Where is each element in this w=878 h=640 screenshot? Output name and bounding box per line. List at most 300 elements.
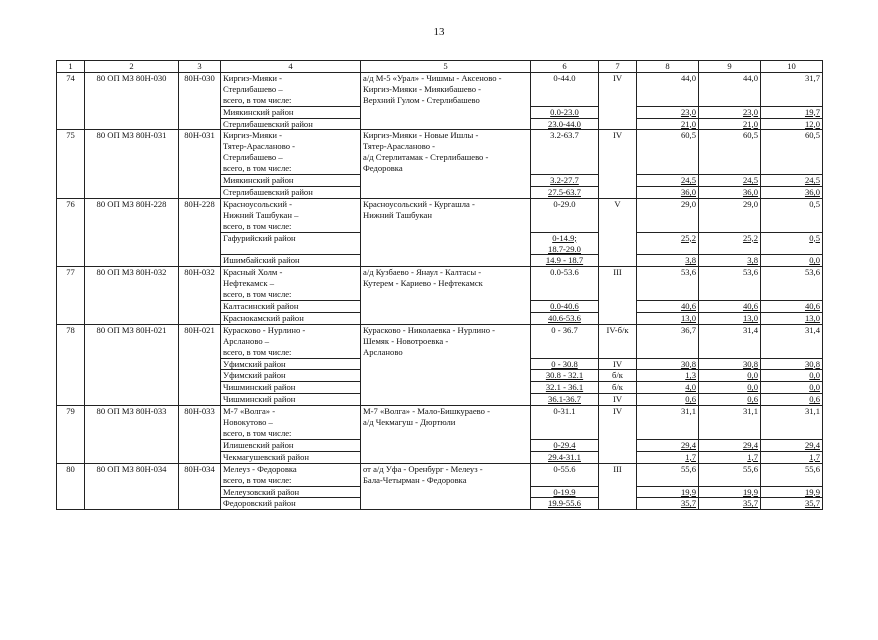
header-cell: 10	[761, 61, 823, 73]
road-row	[57, 463, 823, 486]
district-length-paved	[761, 118, 823, 130]
road-category	[599, 406, 637, 464]
road-route-line	[363, 428, 528, 439]
page-number: 13	[433, 26, 445, 38]
district-length-paved-text: 24,5	[804, 175, 820, 186]
road-length-improved-text: 60,5	[742, 130, 758, 141]
road-number	[57, 198, 85, 266]
district-km	[531, 394, 599, 406]
road-route	[361, 463, 531, 510]
district-length-improved	[699, 486, 761, 498]
road-name-line: всего, в том числе:	[223, 346, 292, 357]
road-length-paved-text: 53,6	[804, 267, 820, 278]
district-name-text: Ишимбайский район	[223, 255, 300, 266]
road-name-line: Киргиз-Мияки -	[223, 72, 282, 83]
road-route	[361, 130, 531, 198]
road-length-total	[637, 406, 699, 440]
district-length-total-text: 3,8	[685, 255, 696, 266]
district-length-paved-text: 35,7	[804, 498, 820, 509]
road-name-line: Нефтекамск –	[223, 278, 274, 289]
road-length-improved	[699, 267, 761, 301]
road-number	[57, 463, 85, 510]
district-length-paved	[761, 394, 823, 406]
road-number-text: 80	[66, 463, 75, 474]
road-short-code	[179, 324, 221, 405]
road-code-text: 80 ОП МЗ 80Н-033	[96, 406, 167, 417]
road-number-text: 77	[66, 267, 75, 278]
road-name	[221, 198, 361, 232]
road-length-improved	[699, 406, 761, 440]
road-route-line: а/д Кузбаево - Янаул - Калтасы -	[363, 267, 482, 278]
road-category-text: IV	[612, 406, 623, 417]
district-length-improved	[699, 118, 761, 130]
road-route	[361, 324, 531, 405]
road-name-line: Тятер-Арасланово -	[223, 141, 296, 152]
road-km-text: 0-55.6	[553, 463, 576, 474]
road-km-text: 0-29.0	[553, 198, 576, 209]
road-category-text: III	[613, 463, 622, 474]
district-length-improved-text: 21,0	[742, 118, 758, 129]
district-name-text: Илишевский район	[223, 439, 294, 450]
road-route-line: Нижний Ташбукан	[363, 209, 432, 220]
district-length-total-text: 29,4	[680, 439, 696, 450]
district-length-paved-text: 19,9	[804, 486, 820, 497]
district-length-total	[637, 394, 699, 406]
district-length-paved-text: 1,7	[809, 451, 820, 462]
district-length-improved	[699, 106, 761, 118]
district-length-total	[637, 498, 699, 510]
header-cell: 9	[699, 61, 761, 73]
road-short-code	[179, 130, 221, 198]
road-name-line: Красный Холм -	[223, 267, 283, 278]
district-length-improved-text: 0,0	[747, 370, 758, 381]
header-cell: 8	[637, 61, 699, 73]
header-cell: 2	[85, 61, 179, 73]
district-length-improved-text: 19,9	[742, 486, 758, 497]
district-length-total-text: 19,9	[680, 486, 696, 497]
header-cell: 5	[361, 61, 531, 73]
district-category	[599, 358, 637, 370]
road-name-line: всего, в том числе:	[223, 163, 292, 174]
road-category-text: IV	[612, 130, 623, 141]
district-length-paved	[761, 175, 823, 187]
district-km	[531, 498, 599, 510]
district-length-paved	[761, 186, 823, 198]
district-name	[221, 232, 361, 255]
district-name-text: Чишминский район	[223, 382, 296, 393]
road-length-paved	[761, 406, 823, 440]
district-length-improved	[699, 255, 761, 267]
road-name-line: Красноусольский -	[223, 198, 292, 209]
district-km	[531, 301, 599, 313]
road-name-line: Курасково - Нурлино -	[223, 324, 306, 335]
district-km-text: 29.4-31.1	[548, 451, 581, 462]
district-length-paved-text: 12,0	[804, 118, 820, 129]
road-row	[57, 406, 823, 440]
district-km	[531, 106, 599, 118]
district-name-text: Уфимский район	[223, 358, 286, 369]
road-name	[221, 267, 361, 301]
district-length-improved	[699, 312, 761, 324]
district-length-total-text: 40,6	[680, 301, 696, 312]
district-length-improved-text: 23,0	[742, 106, 758, 117]
district-category	[599, 370, 637, 382]
road-length-improved-text: 55,6	[742, 463, 758, 474]
district-name	[221, 451, 361, 463]
road-number	[57, 267, 85, 325]
road-code	[85, 406, 179, 464]
road-category	[599, 463, 637, 510]
district-name	[221, 498, 361, 510]
district-name	[221, 394, 361, 406]
road-km-text: 0 - 36.7	[551, 324, 578, 335]
district-km-text: 0-29.4	[553, 439, 576, 450]
district-length-paved	[761, 370, 823, 382]
district-length-total-text: 24,5	[680, 175, 696, 186]
district-length-total-text: 21,0	[680, 118, 696, 129]
road-route-line	[363, 289, 528, 300]
road-route-line: Красноусольский - Кургашла -	[363, 198, 475, 209]
road-length-improved-text: 53,6	[742, 267, 758, 278]
road-name-line: Арсланово –	[223, 335, 270, 346]
district-length-total	[637, 312, 699, 324]
district-length-total	[637, 106, 699, 118]
road-row	[57, 130, 823, 175]
road-length-paved	[761, 130, 823, 175]
road-name	[221, 130, 361, 175]
district-length-improved	[699, 498, 761, 510]
road-length-paved-text: 55,6	[804, 463, 820, 474]
road-km	[531, 130, 599, 175]
district-length-improved-text: 0,6	[747, 394, 758, 405]
district-name-text: Гафурийский район	[223, 232, 296, 243]
road-code-text: 80 ОП МЗ 80Н-034	[96, 463, 167, 474]
district-length-paved-text: 13,0	[804, 312, 820, 323]
road-length-total-text: 53,6	[680, 267, 696, 278]
district-km	[531, 312, 599, 324]
road-length-paved-text: 0,5	[809, 198, 820, 209]
road-name-line: Стерлибашево –	[223, 83, 283, 94]
district-km	[531, 370, 599, 382]
road-row	[57, 267, 823, 301]
district-length-total	[637, 301, 699, 313]
district-name-text: Чишминский район	[223, 394, 296, 405]
district-length-total-text: 1,3	[685, 370, 696, 381]
road-route-line: а/д Стерлитамак - Стерлибашево -	[363, 152, 489, 163]
district-length-total-text: 13,0	[680, 312, 696, 323]
district-name-text: Миякинский район	[223, 175, 294, 186]
district-length-total-text: 4,0	[685, 382, 696, 393]
district-length-paved-text: 0,6	[809, 394, 820, 405]
road-short-code	[179, 463, 221, 510]
district-length-paved-text: 19,7	[804, 106, 820, 117]
district-name-text: Чекмагушевский район	[223, 451, 309, 462]
district-length-improved	[699, 439, 761, 451]
road-route	[361, 72, 531, 130]
road-category-text: IV	[612, 72, 623, 83]
district-category-text: б/к	[612, 370, 623, 381]
district-name-text: Миякинский район	[223, 106, 294, 117]
district-length-paved-text: 0,0	[809, 255, 820, 266]
district-length-improved	[699, 358, 761, 370]
road-code-text: 80 ОП МЗ 80Н-032	[96, 267, 167, 278]
road-name-line: всего, в том числе:	[223, 289, 292, 300]
road-length-total-text: 55,6	[680, 463, 696, 474]
district-km-text: 27.5-63.7	[548, 186, 581, 197]
road-name	[221, 463, 361, 486]
district-km-text: 14.9 - 18.7	[545, 255, 584, 266]
district-length-improved-text: 30,8	[742, 358, 758, 369]
road-length-improved	[699, 72, 761, 106]
road-km-text: 3.2-63.7	[550, 130, 579, 141]
district-length-improved	[699, 186, 761, 198]
district-length-total-text: 23,0	[680, 106, 696, 117]
road-km	[531, 463, 599, 486]
road-route-line: Курасково - Николаевка - Нурлино -	[363, 324, 495, 335]
district-name	[221, 439, 361, 451]
road-km	[531, 198, 599, 232]
district-km-text: 32.1 - 36.1	[545, 382, 584, 393]
district-category	[599, 382, 637, 394]
district-km	[531, 382, 599, 394]
district-length-improved-text: 1,7	[747, 451, 758, 462]
district-length-paved-text: 36,0	[804, 186, 820, 197]
road-code-text: 80 ОП МЗ 80Н-021	[96, 324, 167, 335]
road-route-line: а/д М-5 «Урал» - Чишмы - Аксеново -	[363, 72, 502, 83]
district-length-total	[637, 486, 699, 498]
road-short-code	[179, 406, 221, 464]
road-category-text: IV-б/к	[606, 324, 629, 335]
road-length-paved	[761, 72, 823, 106]
district-length-paved-text: 40,6	[804, 301, 820, 312]
road-length-paved-text: 60,5	[804, 130, 820, 141]
road-short-code-text: 80Н-228	[184, 198, 215, 209]
district-km	[531, 175, 599, 187]
district-name	[221, 106, 361, 118]
road-length-total	[637, 324, 699, 358]
road-short-code	[179, 72, 221, 130]
district-name	[221, 382, 361, 394]
road-number-text: 79	[66, 406, 75, 417]
road-number	[57, 130, 85, 198]
district-length-paved	[761, 382, 823, 394]
road-name-line: Стерлибашево –	[223, 152, 283, 163]
header-row	[57, 61, 823, 73]
district-name	[221, 486, 361, 498]
road-length-paved	[761, 267, 823, 301]
district-length-paved	[761, 358, 823, 370]
road-length-improved	[699, 324, 761, 358]
road-code-text: 80 ОП МЗ 80Н-030	[96, 72, 167, 83]
road-length-improved-text: 29,0	[742, 198, 758, 209]
district-length-paved	[761, 312, 823, 324]
district-km-text: 30.8 - 32.1	[545, 370, 584, 381]
district-km	[531, 118, 599, 130]
road-length-paved	[761, 198, 823, 232]
district-km-text: 36.1-36.7	[548, 394, 581, 405]
road-short-code-text: 80Н-034	[184, 463, 215, 474]
road-route-line: Верхний Гулом - Стерлибашево	[363, 94, 480, 105]
district-name-text: Стерлибашевский район	[223, 186, 313, 197]
district-length-improved	[699, 301, 761, 313]
district-km	[531, 255, 599, 267]
road-name-line: всего, в том числе:	[223, 220, 292, 231]
road-row	[57, 72, 823, 106]
road-length-total	[637, 130, 699, 175]
district-length-paved	[761, 106, 823, 118]
road-short-code-text: 80Н-021	[184, 324, 215, 335]
district-length-improved	[699, 451, 761, 463]
district-name-text: Калтасинский район	[223, 301, 299, 312]
road-name-line: Новокутово –	[223, 417, 273, 428]
road-route-line	[363, 221, 528, 232]
road-length-total	[637, 72, 699, 106]
road-number-text: 75	[66, 130, 75, 141]
road-length-improved	[699, 198, 761, 232]
district-length-improved-text: 3,8	[747, 255, 758, 266]
road-km-text: 0.0-53.6	[550, 267, 579, 278]
district-length-improved-text: 35,7	[742, 498, 758, 509]
road-name	[221, 406, 361, 440]
road-route-line: Киргиз-Мияки - Миякибашево -	[363, 83, 482, 94]
road-length-improved	[699, 463, 761, 486]
district-length-total-text: 30,8	[680, 358, 696, 369]
header-cell: 4	[221, 61, 361, 73]
district-km	[531, 451, 599, 463]
district-category-text: IV	[612, 358, 623, 369]
header-cell: 6	[531, 61, 599, 73]
road-route-line: Кутерем - Кариево - Нефтекамск	[363, 278, 483, 289]
district-length-paved	[761, 232, 823, 255]
district-km	[531, 486, 599, 498]
road-length-total-text: 29,0	[680, 198, 696, 209]
district-length-total	[637, 255, 699, 267]
road-route	[361, 267, 531, 325]
district-name	[221, 301, 361, 313]
road-name	[221, 72, 361, 106]
district-name	[221, 370, 361, 382]
road-length-improved	[699, 130, 761, 175]
road-route-line: а/д Чекмагуш - Дюртюли	[363, 417, 456, 428]
road-short-code-text: 80Н-030	[184, 72, 215, 83]
district-category-text: IV	[612, 394, 623, 405]
district-length-total	[637, 175, 699, 187]
district-length-paved	[761, 498, 823, 510]
district-length-paved-text: 29,4	[804, 439, 820, 450]
road-length-paved-text: 31,7	[804, 72, 820, 83]
road-km	[531, 267, 599, 301]
district-name	[221, 175, 361, 187]
district-length-total	[637, 382, 699, 394]
road-code	[85, 463, 179, 510]
district-name-text: Федоровский район	[223, 498, 296, 509]
district-length-improved-text: 36,0	[742, 186, 758, 197]
district-length-improved	[699, 370, 761, 382]
road-route-line: М-7 «Волга» - Мало-Бишкураево -	[363, 406, 490, 417]
road-route	[361, 406, 531, 464]
district-length-paved-text: 0,0	[809, 370, 820, 381]
district-km-text: 0-19.9	[553, 486, 576, 497]
district-length-improved	[699, 382, 761, 394]
district-km-text: 18.7-29.0	[548, 243, 581, 254]
header-cell: 1	[57, 61, 85, 73]
district-length-paved	[761, 301, 823, 313]
road-length-improved-text: 31,4	[742, 324, 758, 335]
road-category	[599, 72, 637, 130]
road-length-improved-text: 44,0	[742, 72, 758, 83]
district-length-total	[637, 232, 699, 255]
road-code-text: 80 ОП МЗ 80Н-228	[96, 198, 167, 209]
district-name	[221, 255, 361, 267]
district-length-total-text: 35,7	[680, 498, 696, 509]
road-number-text: 78	[66, 324, 75, 335]
road-short-code-text: 80Н-031	[184, 130, 215, 141]
district-name-text: Стерлибашевский район	[223, 118, 313, 129]
district-name-text: Мелеузовский район	[223, 486, 300, 497]
road-route-line: Тятер-Арасланово -	[363, 141, 436, 152]
district-km	[531, 439, 599, 451]
road-name-line: Нижний Ташбукан –	[223, 209, 299, 220]
road-length-improved-text: 31,1	[742, 406, 758, 417]
district-name	[221, 118, 361, 130]
district-name-text: Уфимский район	[223, 370, 286, 381]
road-row	[57, 198, 823, 232]
road-code	[85, 324, 179, 405]
road-code	[85, 198, 179, 266]
road-name-line: всего, в том числе:	[223, 428, 292, 438]
district-length-total-text: 1,7	[685, 451, 696, 462]
district-km	[531, 232, 599, 255]
road-length-paved-text: 31,1	[804, 406, 820, 417]
district-length-total-text: 0,6	[685, 394, 696, 405]
road-code	[85, 72, 179, 130]
road-route-line: Шемяк - Новотроевка -	[363, 335, 449, 346]
road-short-code-text: 80Н-033	[184, 406, 215, 417]
header-cell: 3	[179, 61, 221, 73]
road-length-paved	[761, 463, 823, 486]
road-category	[599, 130, 637, 198]
district-length-improved-text: 25,2	[742, 232, 758, 243]
road-name-line: всего, в том числе:	[223, 94, 292, 105]
road-name-line: М-7 «Волга» -	[223, 406, 276, 417]
road-short-code	[179, 267, 221, 325]
district-length-paved	[761, 486, 823, 498]
road-name-line: Мелеуз - Федоровка	[223, 463, 297, 474]
road-length-total	[637, 267, 699, 301]
road-length-total-text: 44,0	[680, 72, 696, 83]
road-number-text: 74	[66, 72, 75, 83]
district-length-improved	[699, 394, 761, 406]
district-length-total	[637, 451, 699, 463]
district-length-improved-text: 29,4	[742, 439, 758, 450]
road-short-code-text: 80Н-032	[184, 267, 215, 278]
road-row	[57, 324, 823, 358]
district-name-text: Краснокамский район	[223, 312, 304, 323]
header-cell: 7	[599, 61, 637, 73]
district-length-total-text: 25,2	[680, 232, 696, 243]
district-length-paved	[761, 451, 823, 463]
road-category	[599, 324, 637, 358]
road-number	[57, 72, 85, 130]
road-code	[85, 130, 179, 198]
road-length-paved-text: 31,4	[804, 324, 820, 335]
road-km-text: 0-44.0	[553, 72, 576, 83]
district-length-improved-text: 40,6	[742, 301, 758, 312]
district-km-text: 0-14.9;	[552, 232, 577, 243]
road-route-line: Арсланово	[363, 346, 403, 357]
road-category	[599, 267, 637, 325]
district-length-improved	[699, 175, 761, 187]
